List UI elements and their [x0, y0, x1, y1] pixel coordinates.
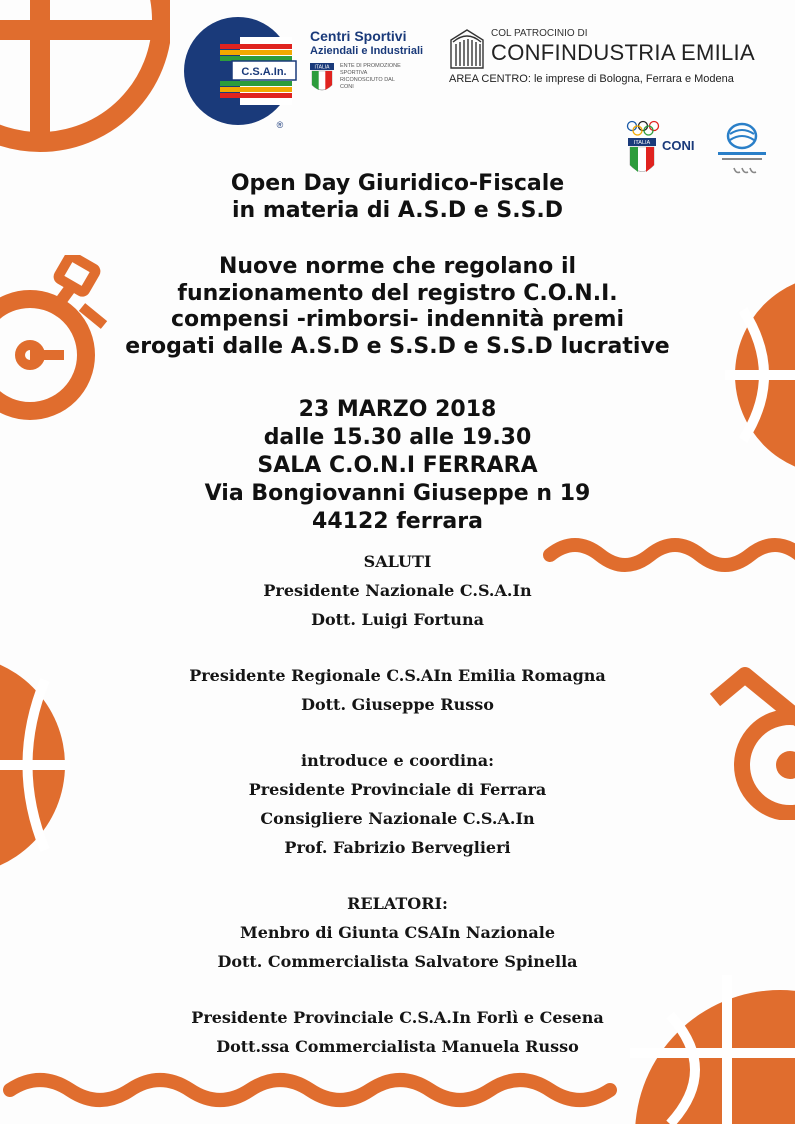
- title-line: Open Day Giuridico-Fiscale: [230, 171, 565, 196]
- event-date: 23 MARZO 2018: [298, 397, 497, 422]
- program-line: Presidente Provinciale C.S.A.In Forlì e Cesena: [191, 1008, 604, 1027]
- event-venue: SALA C.O.N.I FERRARA: [257, 453, 538, 478]
- program-line: introduce e coordina:: [301, 751, 494, 770]
- subtitle-line: funzionamento del registro C.O.N.I.: [177, 280, 618, 306]
- program-line: Dott. Luigi Fortuna: [311, 610, 484, 629]
- confindustria-emblem-icon: [447, 28, 487, 70]
- program-line: Consigliere Nazionale C.S.A.In: [260, 809, 535, 828]
- event-details: [0, 396, 795, 536]
- event-time: dalle 15.30 alle 19.30: [263, 425, 532, 450]
- csain-line2: Aziendali e Industriali: [310, 45, 424, 57]
- program-line: Dott. Giuseppe Russo: [301, 695, 494, 714]
- event-program: [0, 547, 795, 1061]
- patrocinio-label: COL PATROCINIO DI: [491, 28, 588, 39]
- event-city: 44122 ferrara: [312, 509, 483, 534]
- program-heading-saluti: SALUTI: [363, 552, 432, 571]
- registered-mark: ®: [276, 120, 284, 130]
- event-title: [0, 170, 795, 224]
- csain-ente-text: ENTE DI PROMOZIONE SPORTIVA RICONOSCIUTO DAL CONI: [340, 63, 401, 90]
- program-line: Menbro di Giunta CSAIn Nazionale: [239, 923, 556, 942]
- csain-text-block: [310, 28, 423, 95]
- program-line: Presidente Provinciale di Ferrara: [248, 780, 547, 799]
- program-line: Dott.ssa Commercialista Manuela Russo: [216, 1037, 579, 1056]
- event-address: Via Bongiovanni Giuseppe n 19: [204, 481, 591, 506]
- confindustria-name: CONFINDUSTRIA EMILIA: [491, 40, 755, 65]
- subtitle-line: Nuove norme che regolano il: [218, 254, 577, 279]
- event-subtitle: [0, 254, 795, 360]
- program-line: Dott. Commercialista Salvatore Spinella: [217, 952, 578, 971]
- subtitle-line: compensi -rimborsi- indennità premi: [170, 307, 625, 332]
- confindustria-logo: [443, 28, 783, 90]
- program-line: Presidente Regionale C.S.AIn Emilia Romagna: [189, 666, 606, 685]
- coni-badge-text: ITALIA: [633, 140, 651, 147]
- coni-text: CONI: [662, 138, 695, 153]
- program-heading-relatori: RELATORI:: [347, 894, 448, 913]
- program-line: Presidente Nazionale C.S.A.In: [263, 581, 532, 600]
- wavy-line-bottom-icon: [0, 1070, 640, 1124]
- program-line: Prof. Fabrizio Berveglieri: [284, 838, 511, 857]
- subtitle-line: erogati dalle A.S.D e S.S.D e S.S.D lucrative: [125, 333, 670, 359]
- italia-badge-text: ITALIA: [314, 64, 330, 71]
- confindustria-area: AREA CENTRO: le imprese di Bologna, Ferrara e Modena: [449, 73, 734, 85]
- csain-mark-text: C.S.A.In.: [241, 66, 287, 78]
- csain-line1: Centri Sportivi: [310, 28, 407, 44]
- basketball-top-left-icon: [0, 0, 170, 165]
- csain-logo: [180, 14, 300, 132]
- title-line: in materia di A.S.D e S.S.D: [231, 198, 564, 223]
- italia-shield-icon: [310, 63, 334, 95]
- olympic-rings-icon: [626, 120, 660, 136]
